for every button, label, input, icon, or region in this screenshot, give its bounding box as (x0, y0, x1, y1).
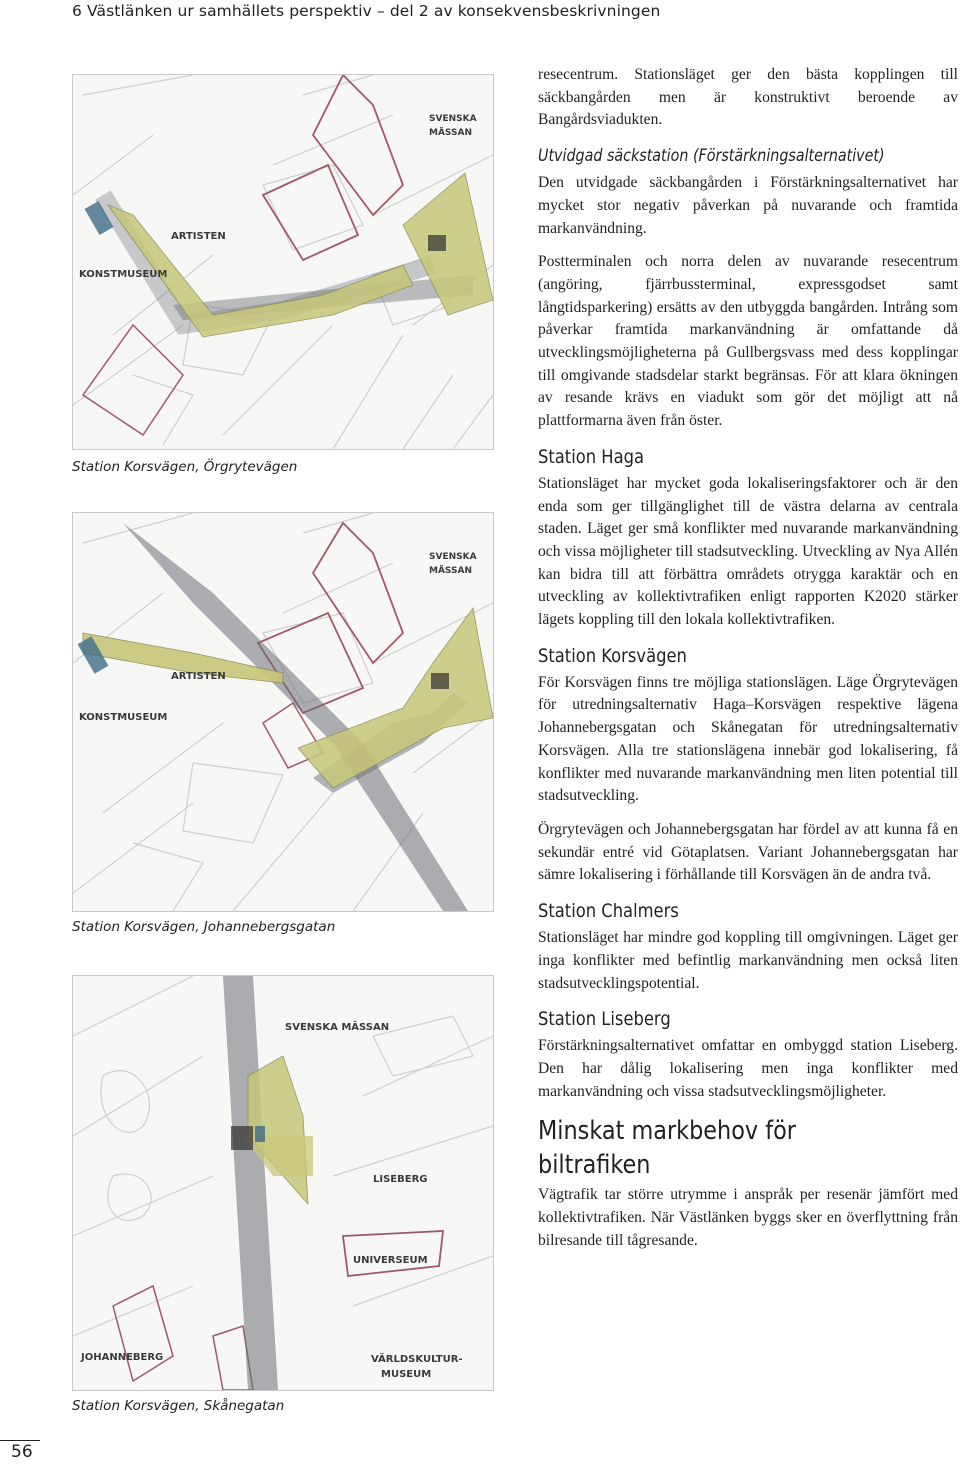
map-label-massan: MÄSSAN (429, 566, 472, 576)
paragraph-haga: Stationsläget har mycket goda lokaliseringsfaktorer och är den enda som ger tillgänglighet till de västra delarna av centrala staden. Läget ger små konflikter med nuvarande markanvändning och vissa möjligheter till stadsutveckling. Utveckling av Nya Allén kan bidra till att förbättra områdets otrygga karaktär och en utveckling av kollektivtrafiken enligt rapporten K2020 stärker lägets koppling till den lokala kollektivtrafiken. (538, 474, 958, 629)
paragraph-chalmers: Stationsläget har mindre god koppling till omgivningen. Läget ger inga konflikter med befintlig markanvändning men också liten stadsutvecklingspotential. (538, 929, 958, 992)
paragraph-liseberg: Förstärkningsalternativet omfattar en ombyggd station Liseberg. Den har dålig lokalisering men inga konflikter med markanvändning och vissa stadsutvecklingsmöjligheter. (538, 1037, 958, 1100)
paragraph-intro: resecentrum. Stationsläget ger den bästa kopplingen till säckbangården men är konstruktivt beroende av Bangårdsviadukten. (538, 66, 958, 129)
heading-utvidgad-sackstation: Utvidgad säckstation (Förstärkningsalternativet) (538, 146, 885, 167)
paragraph-minskat: Vägtrafik tar större utrymme i anspråk per resenär jämfört med kollektivtrafiken. När Västlänken byggs sker en överflyttning från bilresande till tågresande. (538, 1186, 958, 1249)
running-head: 6 Västlänken ur samhällets perspektiv – del 2 av konsekvensbeskrivningen (72, 2, 661, 20)
map-label-svenska-massan: SVENSKA MÄSSAN (285, 1022, 390, 1033)
map-label-artisten: ARTISTEN (171, 231, 226, 242)
map-label-varldskultur: VÄRLDSKULTUR- (371, 1354, 463, 1365)
paragraph-utvidgad-2: Postterminalen och norra delen av nuvarande resecentrum (angöring, fjärrbussterminal, expressgodset samt långtidsparkering) ersätts av den utbyggda bangården. Intrång som påverkar framtida markanvändning är omfattande då utvecklingsmöjligheterna på Gullbergsvass med dess kopplingar till omgivande stadsdelar starkt begränsas. För att klara ökningen av resande krävs en viadukt som gör det möjligt att nå plattformarna även från öster. (538, 253, 958, 430)
map-korsvagen-skanegatan (72, 975, 494, 1391)
map-label-massan: MÄSSAN (429, 128, 472, 138)
caption-figure-2: Station Korsvägen, Johannebergsgatan (72, 919, 336, 935)
caption-figure-3: Station Korsvägen, Skånegatan (72, 1398, 285, 1414)
map-label-konstmuseum: KONSTMUSEUM (79, 269, 168, 280)
heading-minskat-markbehov: Minskat markbehov för biltrafiken (538, 1116, 796, 1181)
map-label-johanneberg: JOHANNEBERG (81, 1352, 164, 1363)
map-label-svenska: SVENSKA (429, 552, 477, 562)
map-korsvagen-johannebergsgatan (72, 512, 494, 912)
caption-figure-1: Station Korsvägen, Örgrytevägen (72, 459, 298, 475)
map-label-svenska: SVENSKA (429, 114, 477, 124)
map-label-liseberg: LISEBERG (373, 1174, 428, 1185)
body-text-column (538, 64, 958, 1263)
map-label-museum: MUSEUM (381, 1369, 432, 1380)
map-korsvagen-orgrytevagen (72, 74, 494, 450)
page-number: 56 (11, 1442, 33, 1462)
heading-station-chalmers: Station Chalmers (538, 900, 679, 923)
map-label-konstmuseum: KONSTMUSEUM (79, 712, 168, 723)
heading-station-liseberg: Station Liseberg (538, 1008, 671, 1031)
paragraph-utvidgad-1: Den utvidgade säckbangården i Förstärkningsalternativet har mycket stor negativ påverkan på nuvarande och framtida markanvändning. (538, 174, 958, 237)
heading-station-korsvagen: Station Korsvägen (538, 644, 687, 667)
paragraph-korsvagen-1: För Korsvägen finns tre möjliga stationslägen. Läge Örgrytevägen för utredningsalternativ Haga–Korsvägen respektive lägena Johannebergsgatan och Skånegatan för utredningsalternativ Korsvägen. Alla tre stationslägena innebär god lokalisering, få konflikter med nuvarande markanvändning men liten potential till stadsutveckling. (538, 673, 958, 805)
map-label-artisten: ARTISTEN (171, 671, 226, 682)
paragraph-korsvagen-2: Örgrytevägen och Johannebergsgatan har fördel av att kunna få en sekundär entré vid Götaplatsen. Variant Johannebergsgatan har sämre lokalisering i förhållande till Korsvägen än de andra två. (538, 820, 958, 884)
map-label-universeum: UNIVERSEUM (353, 1255, 428, 1266)
heading-station-haga: Station Haga (538, 445, 644, 468)
